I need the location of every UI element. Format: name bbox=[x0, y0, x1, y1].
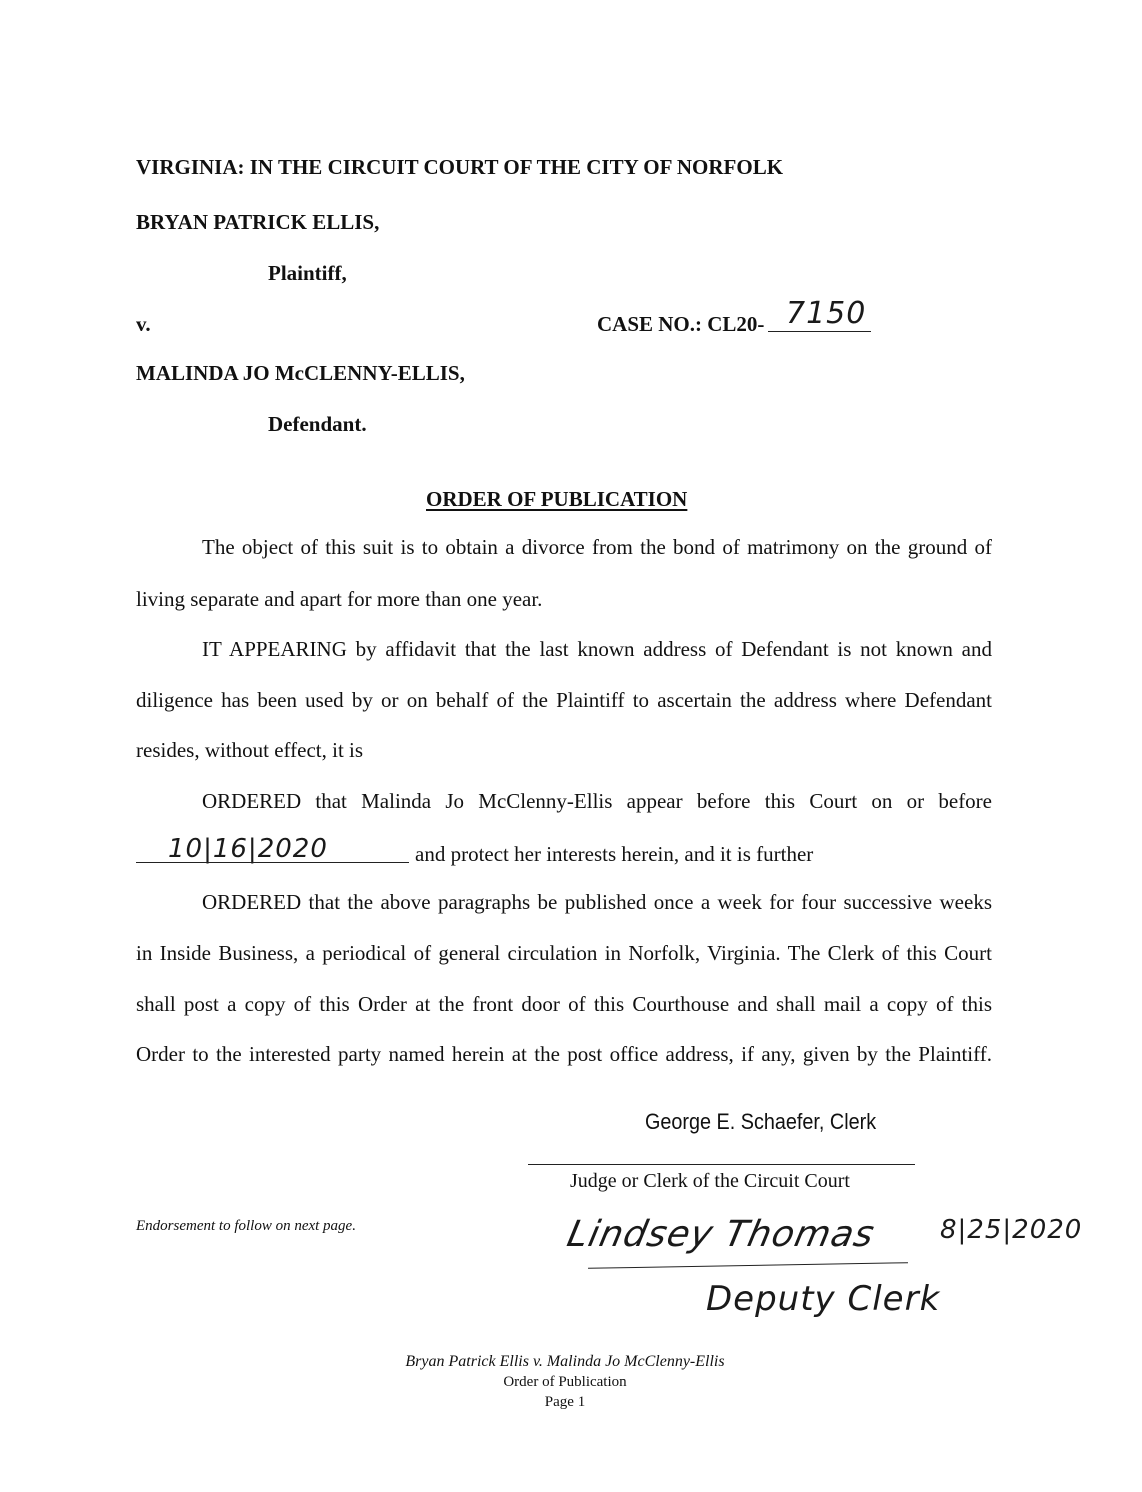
appearance-date-underline bbox=[136, 862, 409, 863]
signature-line bbox=[528, 1164, 915, 1165]
court-heading: VIRGINIA: IN THE CIRCUIT COURT OF THE CITY OF NORFOLK bbox=[136, 155, 784, 179]
plaintiff-name: BRYAN PATRICK ELLIS, bbox=[136, 210, 380, 234]
appearance-date-handwritten: 10|16|2020 bbox=[168, 834, 328, 864]
defendant-role: Defendant. bbox=[268, 412, 367, 436]
endorsement-note: Endorsement to follow on next page. bbox=[136, 1218, 356, 1234]
handwritten-signature: Lindsey Thomas bbox=[563, 1214, 879, 1255]
paragraph-1-line-2: living separate and apart for more than one year. bbox=[136, 587, 543, 611]
paragraph-4-line-1: ORDERED that the above paragraphs be published once a week for four successive weeks bbox=[202, 890, 992, 914]
defendant-name: MALINDA JO McCLENNY-ELLIS, bbox=[136, 361, 465, 385]
paragraph-3-line-2: and protect her interests herein, and it is further bbox=[415, 842, 814, 866]
footer-caption: Bryan Patrick Ellis v. Malinda Jo McClenny-Ellis bbox=[405, 1353, 725, 1370]
versus-label: v. bbox=[136, 312, 151, 336]
handwritten-signature-underline bbox=[588, 1262, 908, 1269]
handwritten-signer-title: Deputy Clerk bbox=[706, 1279, 941, 1319]
plaintiff-role: Plaintiff, bbox=[268, 261, 347, 285]
footer-page-number: Page 1 bbox=[544, 1394, 586, 1410]
paragraph-2-line-2: diligence has been used by or on behalf of the Plaintiff to ascertain the address where Defendant bbox=[136, 688, 992, 712]
document-title: ORDER OF PUBLICATION bbox=[426, 487, 688, 511]
paragraph-4-line-2: in Inside Business, a periodical of general circulation in Norfolk, Virginia. The Clerk of this Court bbox=[136, 941, 992, 965]
case-number-label: CASE NO.: CL20- bbox=[597, 312, 765, 336]
paragraph-4-line-4: Order to the interested party named herein at the post office address, if any, given by the Plaintiff. bbox=[136, 1042, 992, 1066]
handwritten-signature-date: 8|25|2020 bbox=[940, 1215, 1083, 1245]
signature-line-label: Judge or Clerk of the Circuit Court bbox=[570, 1170, 850, 1192]
paragraph-4-line-3: shall post a copy of this Order at the front door of this Courthouse and shall mail a copy of this bbox=[136, 992, 992, 1016]
case-number-underline bbox=[768, 331, 871, 332]
paragraph-2-line-1: IT APPEARING by affidavit that the last known address of Defendant is not known and bbox=[202, 637, 992, 661]
paragraph-2-line-3: resides, without effect, it is bbox=[136, 738, 364, 762]
case-number-handwritten: 7150 bbox=[786, 296, 867, 331]
footer-doc-title: Order of Publication bbox=[503, 1374, 627, 1390]
paragraph-1-line-1: The object of this suit is to obtain a divorce from the bond of matrimony on the ground of bbox=[202, 535, 992, 559]
paragraph-3-line-1: ORDERED that Malinda Jo McClenny-Ellis appear before this Court on or before bbox=[202, 789, 992, 813]
clerk-stamp: George E. Schaefer, Clerk bbox=[645, 1109, 877, 1134]
